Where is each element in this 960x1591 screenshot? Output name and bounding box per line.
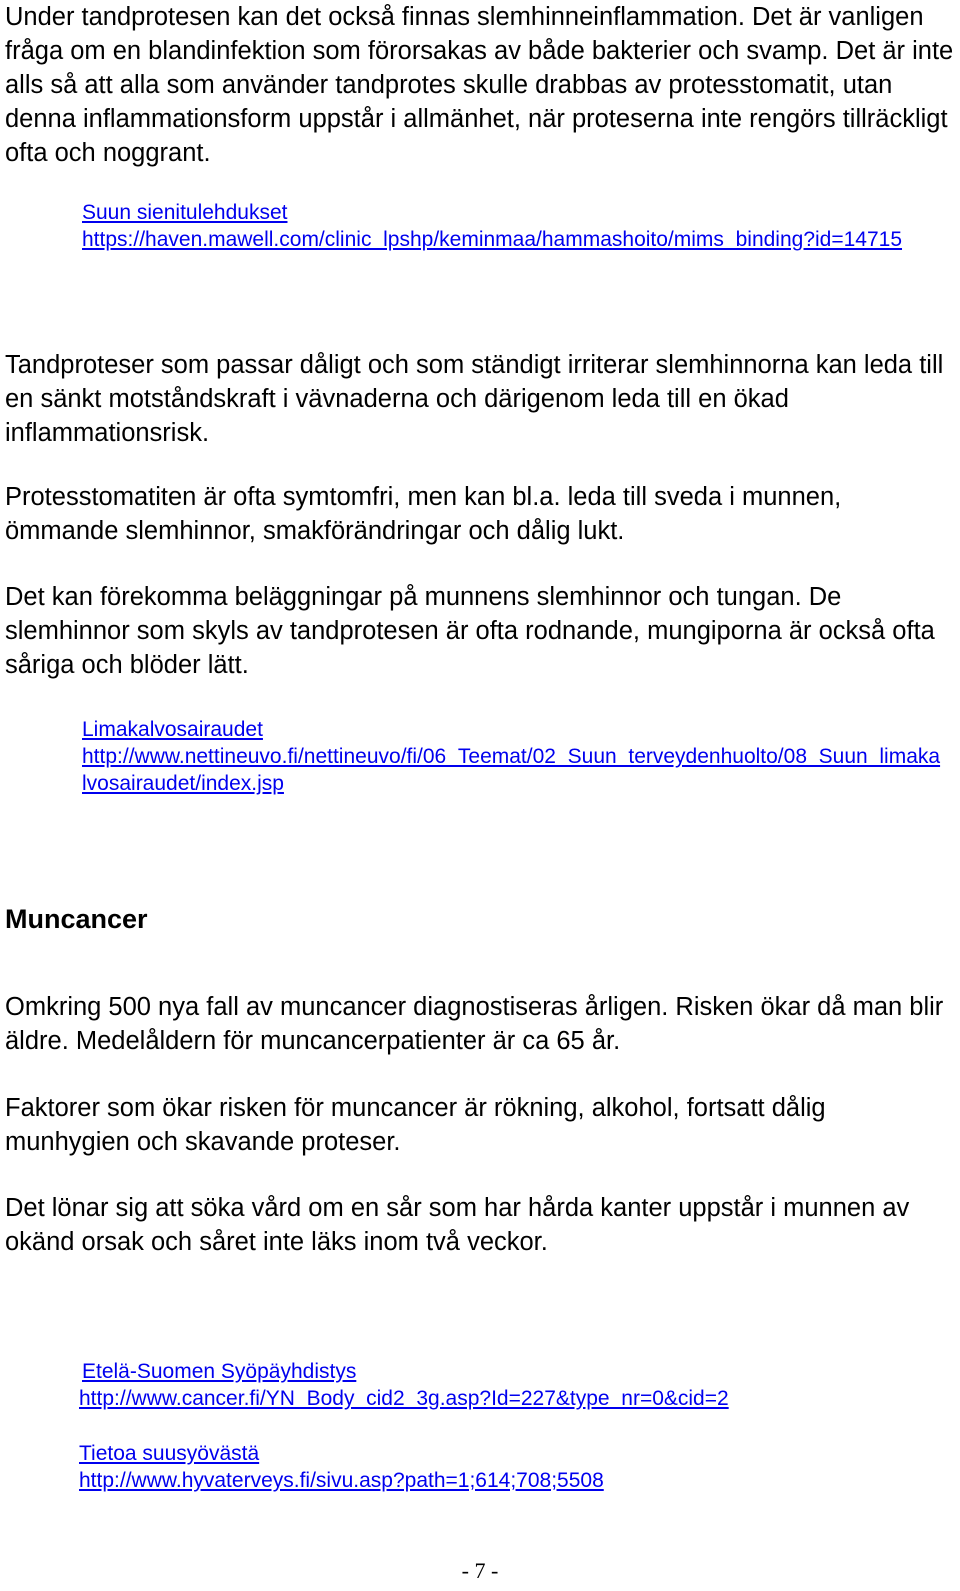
link-url[interactable]: https://haven.mawell.com/clinic_lpshp/keminmaa/hammashoito/mims_binding?id=14715 <box>82 228 903 251</box>
link-title[interactable]: Suun sienitulehdukset <box>82 201 288 224</box>
page-number: - 7 - <box>461 1558 499 1583</box>
paragraph-symtom <box>5 480 955 548</box>
link-title[interactable]: Etelä-Suomen Syöpäyhdistys <box>82 1360 357 1383</box>
paragraph-belaggningar <box>5 580 955 682</box>
paragraph-muncancer-fall <box>5 990 955 1058</box>
body-text: Under tandprotesen kan det också finnas slemhinneinflammation. Det är vanligen fråga om en blandinfektion som förorsakas av både bakterier och svamp. Det är inte alls så att alla som använder tandprotes skulle drabbas av protesstomatit, utan denna inflammationsform uppstår i allmänhet, när proteserna inte rengörs tillräckligt ofta och noggrant. <box>5 3 954 167</box>
body-text: Omkring 500 nya fall av muncancer diagnostiseras årligen. Risken ökar då man blir äldre. Medelåldern för muncancerpatienter är ca 65 år. <box>5 993 944 1055</box>
link-group-suusyopa <box>79 1440 949 1494</box>
body-text: Det kan förekomma beläggningar på munnens slemhinnor och tungan. De slemhinnor som skyls av tandprotesen är ofta rodnande, mungiporna är också ofta såriga och blöder lätt. <box>5 583 935 679</box>
link-group-suun-sienitulehdukset <box>82 199 952 253</box>
link-group-syopayhdistys <box>79 1358 949 1412</box>
paragraph-sok-vard <box>5 1191 955 1259</box>
paragraph-protesstomatit <box>5 0 955 170</box>
section-heading: Muncancer <box>5 904 148 934</box>
link-url[interactable]: http://www.cancer.fi/YN_Body_cid2_3g.asp?Id=227&type_nr=0&cid=2 <box>79 1387 729 1410</box>
body-text: Faktorer som ökar risken för muncancer är rökning, alkohol, fortsatt dålig munhygien och skavande proteser. <box>5 1094 826 1156</box>
link-title[interactable]: Tietoa suusyövästä <box>79 1442 260 1465</box>
link-title[interactable]: Limakalvosairaudet <box>82 718 263 741</box>
paragraph-riskfaktorer <box>5 1091 955 1159</box>
body-text: Protesstomatiten är ofta symtomfri, men kan bl.a. leda till sveda i munnen, ömmande slemhinnor, smakförändringar och dålig lukt. <box>5 483 842 545</box>
link-url[interactable]: http://www.hyvaterveys.fi/sivu.asp?path=1;614;708;5508 <box>79 1469 604 1492</box>
link-url[interactable]: http://www.nettineuvo.fi/nettineuvo/fi/06_Teemat/02_Suun_terveydenhuolto/08_Suun_limakalvosairaudet/index.jsp <box>82 745 941 795</box>
link-group-limakalvosairaudet <box>82 716 952 797</box>
paragraph-tandproteser <box>5 348 955 450</box>
body-text: Tandproteser som passar dåligt och som ständigt irriterar slemhinnorna kan leda till en sänkt motståndskraft i vävnaderna och därigenom leda till en ökad inflammationsrisk. <box>5 351 944 447</box>
body-text: Det lönar sig att söka vård om en sår som har hårda kanter uppstår i munnen av okänd orsak och såret inte läks inom två veckor. <box>5 1194 910 1256</box>
